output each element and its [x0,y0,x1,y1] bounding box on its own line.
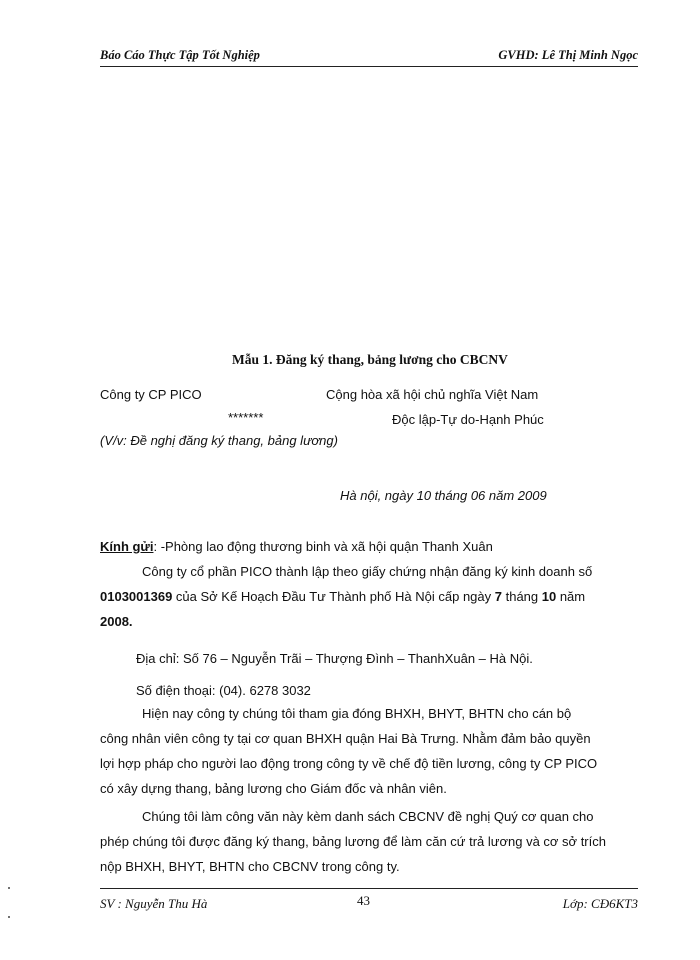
company-name: Công ty CP PICO [100,387,202,402]
para3-line2: phép chúng tôi được đăng ký thang, bảng lương để làm căn cứ trả lương và cơ sở trích [100,834,606,849]
subject-line: (V/v: Đề nghị đăng ký thang, bảng lương) [100,433,338,448]
phone-line: Số điện thoại: (04). 6278 3032 [136,683,311,698]
footer-rule [100,888,638,889]
document-title: Mẫu 1. Đăng ký thang, bảng lương cho CBCNV [232,352,508,367]
header-rule [100,66,638,67]
license-month: 10 [541,589,557,604]
nation-name: Cộng hòa xã hội chủ nghĩa Việt Nam [326,387,539,402]
stars-separator: ******* [228,410,264,425]
para1-month-word: tháng [501,589,542,604]
para2-line3: lợi hợp pháp cho người lao động trong công ty về chế độ tiền lương, công ty CP PICO [100,756,598,771]
license-year: 2008. [100,614,133,629]
para2-line2: công nhân viên công ty tại cơ quan BHXH quận Hai Bà Trưng. Nhằm đảm bảo quyền [100,731,591,746]
footer-class: Lớp: CĐ6KT3 [562,896,638,911]
para2-line1: Hiện nay công ty chúng tôi tham gia đóng BHXH, BHYT, BHTN cho cán bộ [142,706,572,721]
para1-line2-tail: năm [556,589,586,604]
address-line: Địa chỉ: Số 76 – Nguyễn Trãi – Thượng Đình – ThanhXuân – Hà Nội. [136,651,533,666]
header-title: Báo Cáo Thực Tập Tốt Nghiệp [100,48,260,62]
page-number: 43 [357,893,370,908]
para1-line2 [100,589,585,604]
date-line: Hà nội, ngày 10 tháng 06 năm 2009 [340,488,547,503]
recipient-line [100,539,493,554]
license-day: 7 [494,589,502,604]
para1-line2-mid: của Sở Kế Hoạch Đầu Tư Thành phố Hà Nội cấp ngày [172,589,495,604]
license-number: 0103001369 [100,589,173,604]
para2-line4: có xây dựng thang, bảng lương cho Giám đốc và nhân viên. [100,781,447,796]
recipient-label: Kính gửi [100,539,154,554]
para3-line3: nộp BHXH, BHYT, BHTN cho CBCNV trong công ty. [100,859,400,874]
para1-line1: Công ty cổ phần PICO thành lập theo giấy chứng nhận đăng ký kinh doanh số [142,564,593,579]
footer-student: SV : Nguyễn Thu Hà [100,896,208,911]
nation-motto: Độc lập-Tự do-Hạnh Phúc [392,412,544,427]
recipient-text: : -Phòng lao động thương binh và xã hội quận Thanh Xuân [153,539,493,554]
para3-line1: Chúng tôi làm công văn này kèm danh sách CBCNV đề nghị Quý cơ quan cho [142,809,594,824]
scan-dot [8,887,10,889]
header-advisor: GVHD: Lê Thị Minh Ngọc [498,48,638,62]
scan-dot [8,916,10,918]
